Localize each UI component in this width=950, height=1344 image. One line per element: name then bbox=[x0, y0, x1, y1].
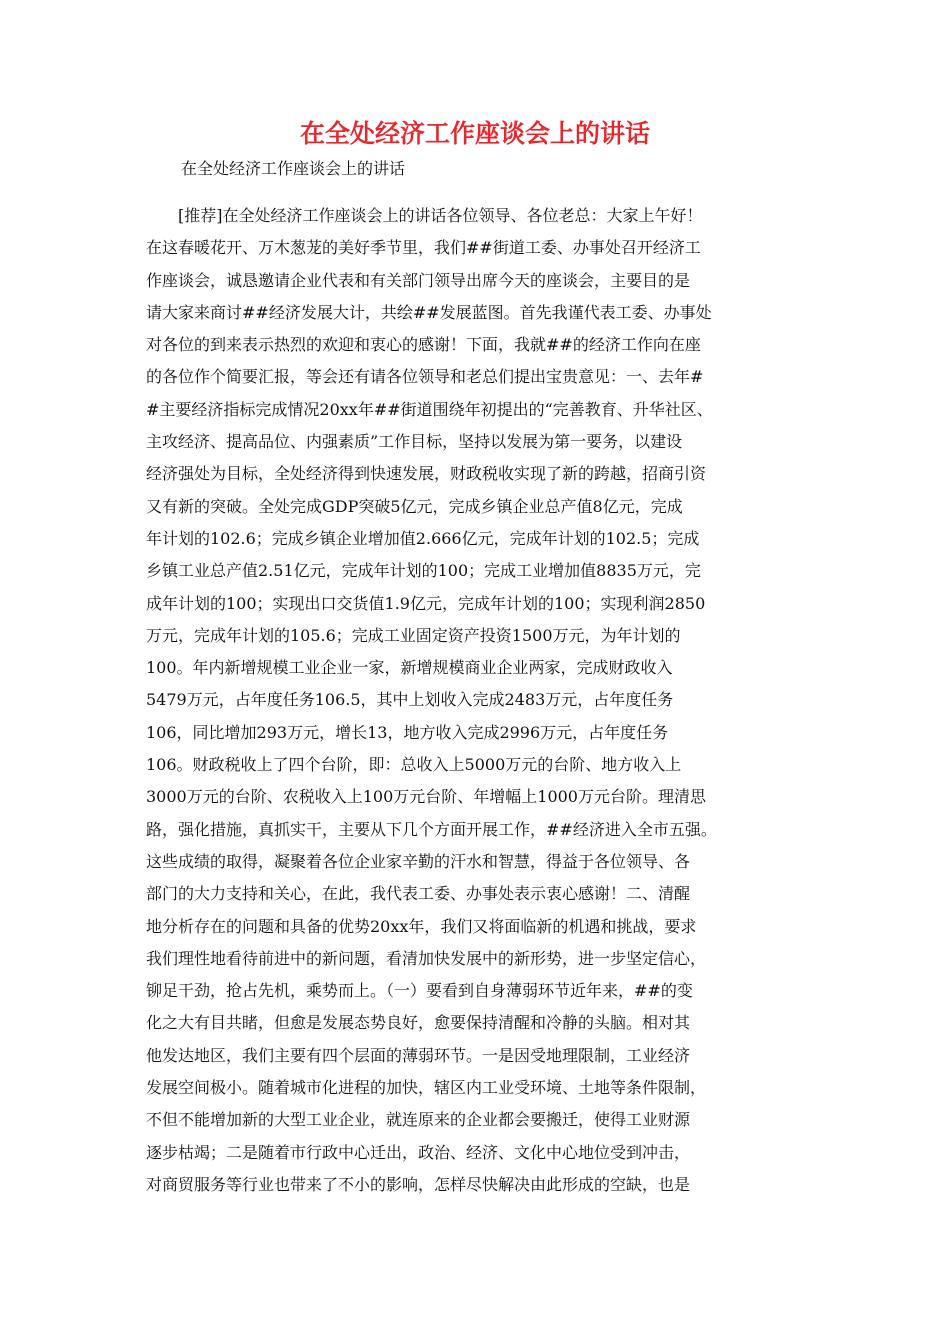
document-body bbox=[146, 200, 806, 1201]
body-line: 路，强化措施，真抓实干，主要从下几个方面开展工作，##经济进入全市五强。 bbox=[146, 819, 717, 839]
document-title: 在全处经济工作座谈会上的讲话 bbox=[299, 119, 650, 148]
body-line: 5479万元，占年度任务106.5，其中上划收入完成2483万元，占年度任务 bbox=[146, 690, 674, 710]
body-line: 逐步枯竭；二是随着市行政中心迁出，政治、经济、文化中心地位受到冲击， bbox=[146, 1142, 691, 1162]
body-line: 的各位作个简要汇报，等会还有请各位领导和老总们提出宝贵意见：一、去年# bbox=[146, 367, 704, 387]
body-line: 我们理性地看待前进中的新问题，看清加快发展中的新形势，进一步坚定信心， bbox=[146, 948, 707, 968]
body-line: 请大家来商讨##经济发展大计，共绘##发展蓝图。首先我谨代表工委、办事处 bbox=[146, 302, 712, 322]
body-line: 地分析存在的问题和具备的优势20xx年，我们又将面临新的机遇和挑战，要求 bbox=[146, 916, 697, 936]
body-line: 成年计划的100；实现出口交货值1.9亿元，完成年计划的100；实现利润2850 bbox=[146, 593, 706, 613]
body-line: 3000万元的台阶、农税收入上100万元台阶、年增幅上1000万元台阶。理清思 bbox=[146, 787, 706, 807]
body-line: 部门的大力支持和关心，在此，我代表工委、办事处表示衷心感谢！二、清醒 bbox=[146, 884, 691, 904]
body-line: 这些成绩的取得，凝聚着各位企业家辛勤的汗水和智慧，得益于各位领导、各 bbox=[146, 851, 691, 871]
body-line: 作座谈会，诚恳邀请企业代表和有关部门领导出席今天的座谈会，主要目的是 bbox=[146, 270, 691, 290]
body-line: 106。财政税收上了四个台阶，即：总收入上5000万元的台阶、地方收入上 bbox=[146, 755, 682, 775]
body-line: 主攻经济、提高品位、内强素质”工作目标，坚持以发展为第一要务，以建设 bbox=[146, 432, 683, 452]
body-line: 又有新的突破。全处完成GDP突破5亿元，完成乡镇企业总产值8亿元，完成 bbox=[146, 496, 683, 516]
body-line: 铆足干劲，抢占先机，乘势而上。（一）要看到自身薄弱环节近年来，##的变 bbox=[146, 981, 693, 1001]
body-line: 经济强处为目标，全处经济得到快速发展，财政税收实现了新的跨越，招商引资 bbox=[146, 464, 707, 484]
body-line: 106，同比增加293万元，增长13，地方收入完成2996万元，占年度任务 bbox=[146, 722, 669, 742]
document-subtitle: 在全处经济工作座谈会上的讲话 bbox=[181, 159, 406, 178]
body-line: 他发达地区，我们主要有四个层面的薄弱环节。一是因受地理限制，工业经济 bbox=[146, 1045, 691, 1065]
body-line: 乡镇工业总产值2.51亿元，完成年计划的100；完成工业增加值8835万元，完 bbox=[146, 561, 701, 581]
body-line: #主要经济指标完成情况20xx年##街道围绕年初提出的“完善教育、升华社区、 bbox=[146, 399, 713, 419]
body-line: 100。年内新增规模工业企业一家，新增规模商业企业两家，完成财政收入 bbox=[146, 658, 673, 678]
body-line: 在这春暖花开、万木葱茏的美好季节里，我们##街道工委、办事处召开经济工 bbox=[146, 238, 701, 258]
body-line: 发展空间极小。随着城市化进程的加快，辖区内工业受环境、土地等条件限制， bbox=[146, 1078, 707, 1098]
body-line: 万元，完成年计划的105.6；完成工业固定资产投资1500万元，为年计划的 bbox=[146, 625, 681, 645]
body-line: 化之大有目共睹，但愈是发展态势良好，愈要保持清醒和冷静的头脑。相对其 bbox=[146, 1013, 691, 1033]
body-line: 年计划的102.6；完成乡镇企业增加值2.666亿元，完成年计划的102.5；完成 bbox=[146, 528, 700, 548]
body-line: 对商贸服务等行业也带来了不小的影响，怎样尽快解决由此形成的空缺，也是 bbox=[146, 1174, 691, 1194]
body-line: 对各位的到来表示热烈的欢迎和衷心的感谢！下面，我就##的经济工作向在座 bbox=[146, 335, 701, 355]
body-line: [推荐]在全处经济工作座谈会上的讲话各位领导、各位老总：大家上午好！ bbox=[178, 206, 703, 225]
body-line: 不但不能增加新的大型工业企业，就连原来的企业都会要搬迁，使得工业财源 bbox=[146, 1110, 691, 1130]
